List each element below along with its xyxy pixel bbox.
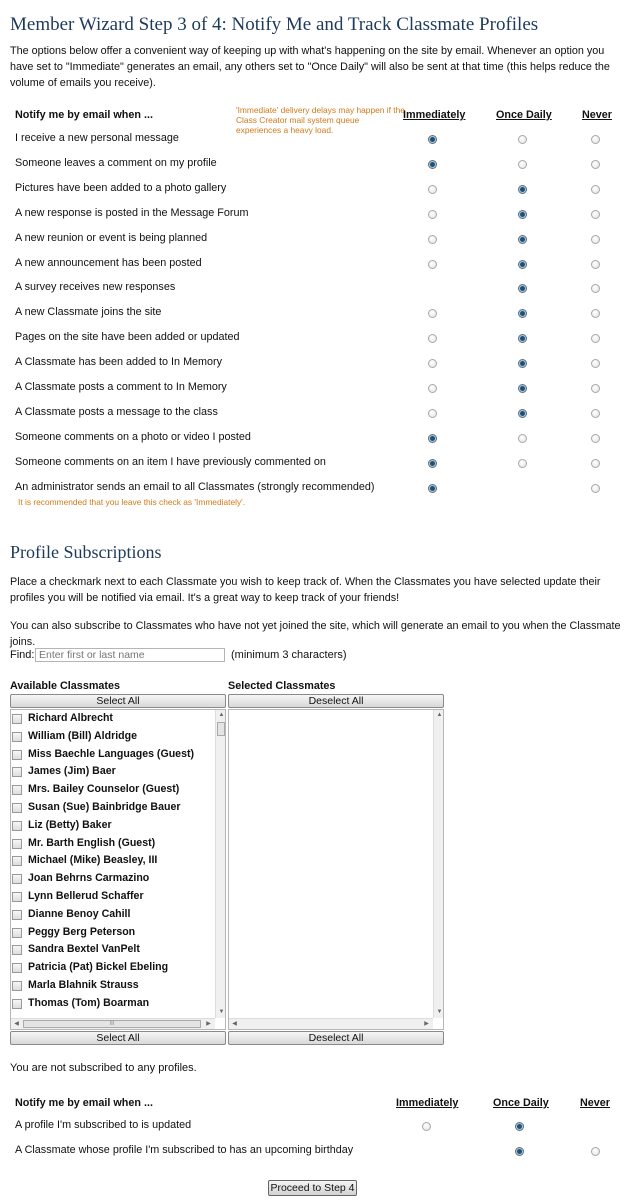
classmate-list-item[interactable] bbox=[11, 747, 216, 764]
radio-daily[interactable] bbox=[518, 160, 527, 169]
profile-para-1: Place a checkmark next to each Classmate you wish to keep track of. When the Classmates you have selected update their profiles you will be notified via email. It's a great way to keep track of your friends! bbox=[10, 576, 601, 604]
radio-daily[interactable] bbox=[518, 210, 527, 219]
radio-never[interactable] bbox=[591, 434, 600, 443]
notify-row-label: A Classmate has been added to In Memory bbox=[15, 356, 223, 369]
notify-row-label: Someone leaves a comment on my profile bbox=[15, 156, 217, 169]
classmate-list-item[interactable] bbox=[11, 818, 216, 835]
notify-row-label: A Classmate posts a message to the class bbox=[15, 405, 218, 418]
radio-never[interactable] bbox=[591, 459, 600, 468]
profile-notify-row-label: A Classmate whose profile I'm subscribed to has an upcoming birthday bbox=[15, 1144, 354, 1156]
profile-col-never: Never bbox=[580, 1097, 611, 1109]
classmate-checkbox[interactable] bbox=[12, 767, 22, 777]
radio-never[interactable] bbox=[591, 135, 600, 144]
radio-daily[interactable] bbox=[518, 284, 527, 293]
notify-row-label: Pictures have been added to a photo gallery bbox=[15, 181, 227, 194]
notify-row-label: An administrator sends an email to all Classmates (strongly recommended) bbox=[15, 480, 375, 493]
radio-imm[interactable] bbox=[428, 260, 437, 269]
notify-row-label: A survey receives new responses bbox=[15, 281, 176, 294]
classmate-name: Lynn Bellerud Schaffer bbox=[28, 890, 144, 902]
classmate-list-item[interactable] bbox=[11, 907, 216, 924]
radio-never[interactable] bbox=[591, 409, 600, 418]
radio-daily[interactable] bbox=[515, 1147, 524, 1156]
available-vscroll[interactable] bbox=[215, 710, 226, 1018]
radio-daily[interactable] bbox=[518, 309, 527, 318]
classmate-name: Michael (Mike) Beasley, III bbox=[28, 854, 158, 867]
col-never: Never bbox=[582, 109, 613, 121]
classmate-name: Miss Baechle Languages (Guest) bbox=[28, 747, 195, 760]
find-hint: (minimum 3 characters) bbox=[231, 649, 347, 661]
radio-imm[interactable] bbox=[428, 135, 437, 144]
radio-never[interactable] bbox=[591, 334, 600, 343]
classmate-name: Susan (Sue) Bainbridge Bauer bbox=[28, 801, 181, 813]
radio-never[interactable] bbox=[591, 359, 600, 368]
classmate-checkbox[interactable] bbox=[12, 821, 22, 831]
notify-row-label: Someone comments on a photo or video I posted bbox=[15, 430, 251, 443]
selected-hscroll[interactable] bbox=[229, 1018, 433, 1029]
radio-imm[interactable] bbox=[428, 235, 437, 244]
classmate-list-item[interactable] bbox=[11, 729, 216, 746]
radio-imm[interactable] bbox=[428, 484, 437, 493]
radio-never[interactable] bbox=[591, 309, 600, 318]
hscroll-thumb[interactable]: III bbox=[23, 1020, 201, 1028]
classmate-list-item[interactable] bbox=[11, 925, 216, 942]
classmate-name: Marla Blahnik Strauss bbox=[28, 979, 139, 991]
classmate-list-item[interactable] bbox=[11, 711, 216, 728]
radio-daily[interactable] bbox=[518, 434, 527, 443]
classmate-list-item[interactable] bbox=[11, 942, 216, 959]
available-hscroll[interactable] bbox=[11, 1018, 215, 1029]
classmate-list-item[interactable] bbox=[11, 978, 216, 995]
notify-row-label: Pages on the site have been added or updated bbox=[15, 331, 240, 344]
radio-daily[interactable] bbox=[515, 1122, 524, 1131]
intro-text: The options below offer a convenient way of keeping up with what's happening on the site by email. Whenever an option you have set to "Immediate" generates an email, any others set to "Once Daily" will also be sent at that time (this helps reduce the volume of emails you receive). bbox=[10, 45, 610, 89]
classmate-list-item[interactable] bbox=[11, 800, 216, 817]
available-list[interactable] bbox=[10, 709, 226, 1030]
profile-title: Profile Subscriptions bbox=[10, 542, 162, 562]
radio-imm[interactable] bbox=[428, 185, 437, 194]
classmate-name: Mr. Barth English (Guest) bbox=[28, 836, 156, 849]
radio-never[interactable] bbox=[591, 384, 600, 393]
classmate-checkbox[interactable] bbox=[12, 785, 22, 795]
notify-header: Notify me by email when ... bbox=[15, 109, 153, 121]
radio-never[interactable] bbox=[591, 260, 600, 269]
classmate-checkbox[interactable] bbox=[12, 750, 22, 760]
scroll-left-icon[interactable]: ◀ bbox=[14, 1021, 19, 1027]
select-all-bottom-button[interactable]: Select All bbox=[10, 1031, 226, 1045]
radio-never[interactable] bbox=[591, 284, 600, 293]
classmate-list-item[interactable] bbox=[11, 853, 216, 870]
classmate-name: Joan Behrns Carmazino bbox=[28, 872, 150, 885]
radio-daily[interactable] bbox=[518, 459, 527, 468]
notify-row-label: A Classmate posts a comment to In Memory bbox=[15, 381, 227, 393]
radio-daily[interactable] bbox=[518, 384, 527, 393]
radio-never[interactable] bbox=[591, 185, 600, 194]
subscription-status: You are not subscribed to any profiles. bbox=[10, 1062, 197, 1074]
classmate-name: Dianne Benoy Cahill bbox=[28, 907, 131, 920]
scroll-up-icon[interactable]: ▲ bbox=[436, 712, 443, 718]
classmate-name: William (Bill) Aldridge bbox=[28, 729, 137, 742]
classmate-name: James (Jim) Baer bbox=[28, 765, 116, 778]
radio-never[interactable] bbox=[591, 484, 600, 493]
deselect-all-top-button[interactable]: Deselect All bbox=[228, 694, 444, 708]
radio-imm[interactable] bbox=[422, 1122, 431, 1131]
classmate-checkbox[interactable] bbox=[12, 839, 22, 849]
radio-imm[interactable] bbox=[428, 434, 437, 443]
col-once-daily: Once Daily bbox=[496, 109, 552, 121]
classmate-name: Thomas (Tom) Boarman bbox=[28, 996, 150, 1009]
radio-daily[interactable] bbox=[518, 135, 527, 144]
classmate-list-item[interactable] bbox=[11, 889, 216, 906]
notify-row-label: I receive a new personal message bbox=[15, 132, 179, 144]
classmate-checkbox[interactable] bbox=[12, 928, 22, 938]
radio-imm[interactable] bbox=[428, 459, 437, 468]
classmate-list-item[interactable] bbox=[11, 782, 216, 799]
scroll-thumb[interactable] bbox=[217, 722, 225, 736]
classmate-checkbox[interactable] bbox=[12, 732, 22, 742]
profile-col-once-daily: Once Daily bbox=[493, 1097, 549, 1109]
radio-daily[interactable] bbox=[518, 334, 527, 343]
classmate-list-item[interactable] bbox=[11, 996, 216, 1013]
profile-notify-header: Notify me by email when ... bbox=[15, 1097, 153, 1109]
classmate-name: Mrs. Bailey Counselor (Guest) bbox=[28, 783, 180, 796]
notify-row-label: A new response is posted in the Message Forum bbox=[15, 206, 249, 219]
notify-row-label: A new reunion or event is being planned bbox=[15, 231, 208, 244]
classmate-name: Patricia (Pat) Bickel Ebeling bbox=[28, 961, 169, 974]
selected-vscroll[interactable] bbox=[433, 710, 444, 1018]
radio-imm[interactable] bbox=[428, 334, 437, 343]
classmate-checkbox[interactable] bbox=[12, 892, 22, 902]
radio-never[interactable] bbox=[591, 160, 600, 169]
admin-note: It is recommended that you leave this check as 'Immediately'. bbox=[18, 497, 246, 507]
classmate-checkbox[interactable] bbox=[12, 910, 22, 920]
classmate-name: Richard Albrecht bbox=[28, 712, 113, 724]
find-label: Find: bbox=[10, 649, 35, 661]
proceed-button[interactable]: Proceed to Step 4 bbox=[268, 1180, 357, 1196]
radio-imm[interactable] bbox=[428, 409, 437, 418]
scroll-down-icon[interactable]: ▼ bbox=[436, 1009, 443, 1015]
radio-daily[interactable] bbox=[518, 359, 527, 368]
classmate-name: Sandra Bextel VanPelt bbox=[28, 943, 140, 956]
find-input[interactable] bbox=[35, 648, 225, 662]
radio-imm[interactable] bbox=[428, 384, 437, 393]
classmate-list-item[interactable] bbox=[11, 960, 216, 977]
selected-list[interactable] bbox=[228, 709, 444, 1030]
classmate-checkbox[interactable] bbox=[12, 803, 22, 813]
page-title: Member Wizard Step 3 of 4: Notify Me and Track Classmate Profiles bbox=[10, 14, 539, 35]
classmate-checkbox[interactable] bbox=[12, 714, 22, 724]
radio-daily[interactable] bbox=[518, 260, 527, 269]
col-immediately: Immediately bbox=[403, 109, 466, 121]
classmate-checkbox[interactable] bbox=[12, 945, 22, 955]
classmate-name: Peggy Berg Peterson bbox=[28, 925, 136, 938]
classmate-list-item[interactable] bbox=[11, 871, 216, 888]
classmate-name: Liz (Betty) Baker bbox=[28, 818, 112, 831]
available-label: Available Classmates bbox=[10, 680, 121, 692]
classmate-list-item[interactable] bbox=[11, 764, 216, 781]
radio-imm[interactable] bbox=[428, 210, 437, 219]
radio-imm[interactable] bbox=[428, 359, 437, 368]
classmate-list-item[interactable] bbox=[11, 836, 216, 853]
classmate-checkbox[interactable] bbox=[12, 999, 22, 1009]
profile-col-immediately: Immediately bbox=[396, 1097, 459, 1109]
select-all-top-button[interactable]: Select All bbox=[10, 694, 226, 708]
profile-para-2: You can also subscribe to Classmates who have not yet joined the site, which will generate an email to you when the Classmate joins. bbox=[10, 620, 621, 648]
radio-never[interactable] bbox=[591, 1147, 600, 1156]
classmate-checkbox[interactable] bbox=[12, 963, 22, 973]
scroll-up-icon[interactable]: ▲ bbox=[218, 712, 225, 718]
radio-daily[interactable] bbox=[518, 409, 527, 418]
radio-daily[interactable] bbox=[518, 235, 527, 244]
radio-never[interactable] bbox=[591, 210, 600, 219]
classmate-checkbox[interactable] bbox=[12, 856, 22, 866]
delay-note: 'Immediate' delivery delays may happen if the Class Creator mail system queue experiences a heavy load. bbox=[236, 105, 405, 135]
classmate-checkbox[interactable] bbox=[12, 874, 22, 884]
notify-row-label: Someone comments on an item I have previously commented on bbox=[15, 455, 326, 468]
notify-row-label: A new Classmate joins the site bbox=[15, 306, 162, 319]
classmate-checkbox[interactable] bbox=[12, 981, 22, 991]
radio-imm[interactable] bbox=[428, 309, 437, 318]
deselect-all-bottom-button[interactable]: Deselect All bbox=[228, 1031, 444, 1045]
scroll-right-icon[interactable]: ▶ bbox=[206, 1021, 211, 1027]
scroll-left-icon[interactable]: ◀ bbox=[232, 1021, 237, 1027]
radio-daily[interactable] bbox=[518, 185, 527, 194]
profile-notify-row-label: A profile I'm subscribed to is updated bbox=[15, 1119, 192, 1131]
selected-label: Selected Classmates bbox=[228, 680, 336, 692]
notify-row-label: A new announcement has been posted bbox=[15, 256, 202, 269]
radio-imm[interactable] bbox=[428, 160, 437, 169]
radio-never[interactable] bbox=[591, 235, 600, 244]
scroll-down-icon[interactable]: ▼ bbox=[218, 1009, 225, 1015]
scroll-right-icon[interactable]: ▶ bbox=[424, 1021, 429, 1027]
